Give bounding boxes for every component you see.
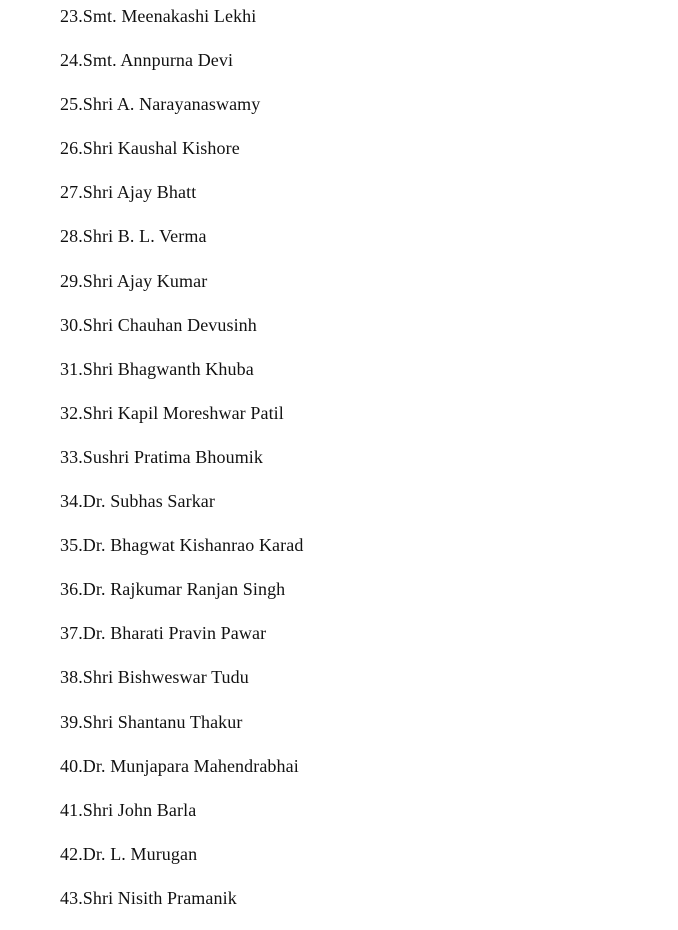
list-item: 36.Dr. Rajkumar Ranjan Singh — [60, 579, 286, 600]
list-item: 28.Shri B. L. Verma — [60, 226, 207, 247]
list-item: 24.Smt. Annpurna Devi — [60, 50, 234, 71]
list-item: 39.Shri Shantanu Thakur — [60, 711, 243, 732]
list-item: 27.Shri Ajay Bhatt — [60, 182, 197, 203]
list-item: 43.Shri Nisith Pramanik — [60, 887, 237, 908]
list-item: 30.Shri Chauhan Devusinh — [60, 314, 257, 335]
list-item: 32.Shri Kapil Moreshwar Patil — [60, 402, 284, 423]
list-item: 23.Smt. Meenakashi Lekhi — [60, 6, 257, 26]
list-item: 29.Shri Ajay Kumar — [60, 270, 208, 291]
list-item: 31.Shri Bhagwanth Khuba — [60, 358, 254, 379]
list-item: 26.Shri Kaushal Kishore — [60, 138, 240, 159]
list-item: 42.Dr. L. Murugan — [60, 843, 198, 864]
list-item: 35.Dr. Bhagwat Kishanrao Karad — [60, 535, 304, 556]
list-item: 33.Sushri Pratima Bhoumik — [60, 446, 264, 467]
member-list — [60, 4, 303, 930]
list-item: 40.Dr. Munjapara Mahendrabhai — [60, 755, 299, 776]
list-item: 38.Shri Bishweswar Tudu — [60, 667, 249, 688]
list-item: 34.Dr. Subhas Sarkar — [60, 491, 215, 512]
list-item: 25.Shri A. Narayanaswamy — [60, 94, 261, 115]
list-item: 41.Shri John Barla — [60, 799, 197, 820]
list-item: 37.Dr. Bharati Pravin Pawar — [60, 623, 267, 644]
